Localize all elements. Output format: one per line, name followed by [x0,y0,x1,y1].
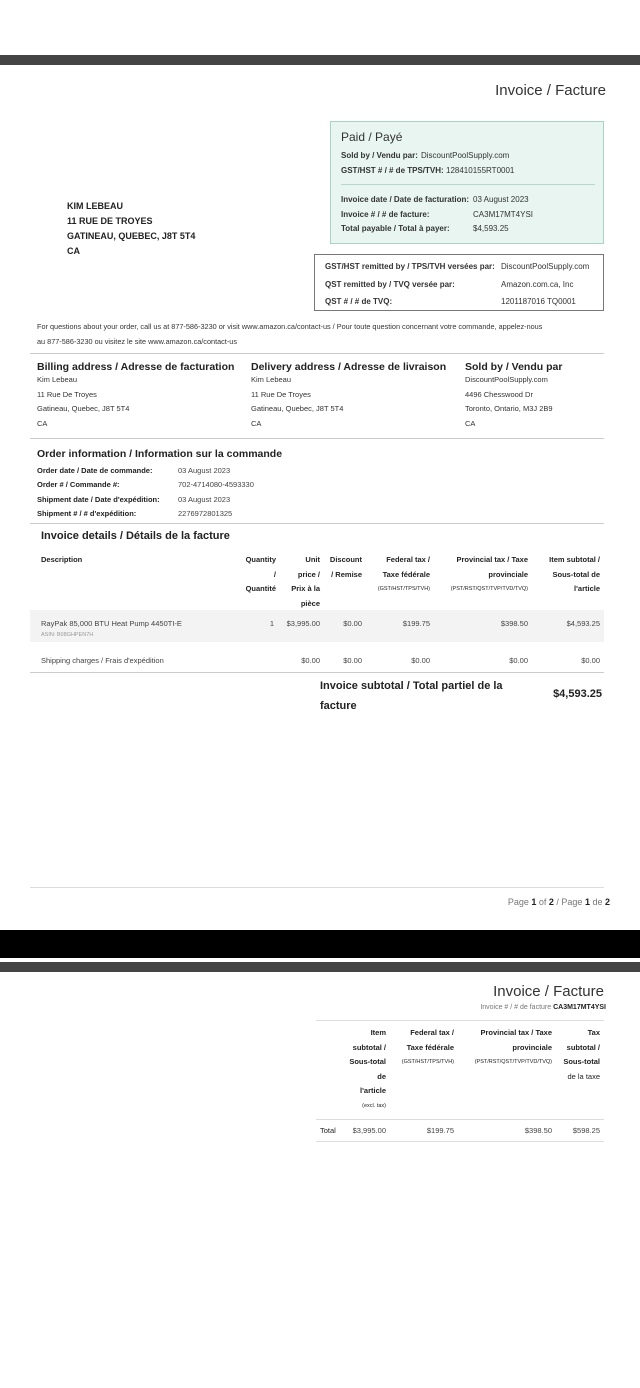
header-text: Sous-total [349,1057,386,1066]
billing-line: Gatineau, Quebec, J8T 5T4 [37,404,130,413]
header-text: Quantité [245,584,276,593]
header-text: Item [370,1028,386,1037]
header-text: Unit [305,555,320,564]
order-info-heading: Order information / Information sur la commande [37,448,283,460]
page-text: Page [507,897,532,907]
header-text: subtotal / [352,1042,386,1052]
billing-line: CA [37,418,48,428]
total-item-subtotal: $3,995.00 [352,1126,386,1135]
page-total: 2 [548,897,554,907]
sold-by-line: Toronto, Ontario, M3J 2B9 [465,404,553,413]
order-date-value: 03 August 2023 [178,466,231,475]
header-text: / Remise [331,569,362,579]
header-text: (GST/HST/TPS/TVH) [377,586,430,592]
invoice-date-label: Invoice date / Date de facturation: [341,195,470,204]
delivery-address-block [251,361,446,431]
summary-bottom-divider [316,1141,604,1142]
table-bottom-divider [30,672,604,673]
header-text: de [377,1071,386,1081]
invoice-date-value: 03 August 2023 [473,195,529,204]
invoice-title-page2: Invoice / Facture [493,983,604,1000]
summary-row-divider [316,1119,604,1120]
page-current: 1 [531,897,537,907]
gst-value: 128410155RT0001 [446,166,515,175]
subtotal-label-line: Invoice subtotal / Total partiel de la [320,680,503,692]
header-text: Sous-total de [552,569,600,579]
invoice-number-page2 [480,1004,606,1011]
shipping-federal-tax: $0.00 [411,656,430,665]
order-date-label: Order date / Date de commande: [37,466,153,475]
paid-summary-box [330,121,604,244]
item-quantity: 1 [269,619,274,628]
header-text: subtotal / [566,1042,600,1052]
billing-line: 11 Rue De Troyes [37,389,97,399]
total-payable-label: Total payable / Total à payer: [341,224,450,233]
delivery-line: Gatineau, Quebec, J8T 5T4 [251,404,344,413]
total-tax-subtotal: $598.25 [572,1126,600,1135]
header-text: price / [297,569,320,579]
section-divider [30,523,604,524]
customer-city: GATINEAU, QUEBEC, J8T 5T4 [67,231,196,241]
header-text: Taxe fédérale [382,569,430,579]
shipment-date-value: 03 August 2023 [178,494,231,504]
p2-header-tax-subtotal [552,1026,600,1084]
order-info-block [37,464,160,521]
tax-remittance-box [314,254,604,311]
header-text: provinciale [512,1042,552,1052]
total-federal-tax: $199.75 [426,1126,454,1135]
header-text: Item subtotal / [549,555,600,564]
paid-heading: Paid / Payé [341,130,403,144]
delivery-line: 11 Rue De Troyes [251,389,311,399]
header-text: (excl. tax) [362,1102,386,1109]
header-text: Federal tax / [410,1028,454,1037]
footer-divider [30,887,604,888]
total-row-label: Total [320,1126,336,1135]
subtotal-label-line: facture [320,700,357,712]
shipping-description: Shipping charges / Frais d'expédition [41,656,164,665]
invoice-page-2 [0,958,640,1388]
item-subtotal: $4,593.25 [566,619,600,628]
col-header-quantity [226,553,276,597]
invoice-subtotal-value: $4,593.25 [553,688,602,700]
invoice-number-label: Invoice # / # de facture [480,1004,552,1011]
invoice-details-heading: Invoice details / Détails de la facture [41,530,230,542]
invoice-number-value: CA3M17MT4YSI [553,1004,606,1011]
header-text: Provincial tax / Taxe [480,1028,552,1037]
page-total: 2 [604,897,610,907]
item-federal-tax: $199.75 [402,619,430,628]
header-text: Quantity [245,555,276,564]
item-provincial-tax: $398.50 [500,619,528,628]
shipping-discount: $0.00 [343,656,362,665]
sold-by-label: Sold by / Vendu par: [341,151,418,160]
shipping-subtotal: $0.00 [581,656,600,665]
invoice-title: Invoice / Facture [495,82,606,99]
p2-header-federal-tax [386,1026,454,1070]
customer-address-block [67,199,195,259]
total-payable-value: $4,593.25 [473,224,509,233]
page-divider-bar [0,962,640,972]
summary-top-divider [316,1020,604,1021]
shipment-number-value: 2276972801325 [178,508,233,518]
item-discount: $0.00 [343,619,362,628]
item-asin: ASIN: B08GHPEN7H [41,632,94,638]
section-divider [30,353,604,354]
shipment-date-label: Shipment date / Date d'expédition: [37,494,160,504]
header-text: / [273,569,276,579]
header-text: l'article [360,1086,386,1095]
gst-remit-label: GST/HST remitted by / TPS/TVH versées par: [325,262,495,271]
gst-label: GST/HST # / # de TPS/TVH: [341,166,444,175]
total-provincial-tax: $398.50 [524,1126,552,1135]
header-text: Sous-total [563,1057,600,1066]
customer-street: 11 RUE DE TROYES [67,216,153,226]
shipping-unit-price: $0.00 [301,656,320,665]
col-header-description: Description [41,555,83,564]
order-info-values [178,464,254,521]
customer-name: KIM LEBEAU [67,201,123,211]
col-header-federal-tax [362,553,430,597]
header-text: l'article [574,584,600,593]
billing-heading: Billing address / Adresse de facturation [37,361,235,373]
col-header-discount [320,553,362,582]
header-text: Taxe fédérale [406,1042,454,1052]
billing-address-block [37,361,234,431]
shipment-number-label: Shipment # / # d'expédition: [37,508,137,518]
delivery-heading: Delivery address / Adresse de livraison [251,361,447,373]
page-text: / Page [553,897,585,907]
qst-number-label: QST # / # de TVQ: [325,297,393,306]
delivery-line: CA [251,418,262,428]
sold-by-heading: Sold by / Vendu par [465,361,563,373]
header-text: Federal tax / [386,555,430,564]
header-text: Prix à la [291,584,320,593]
invoice-number-label: Invoice # / # de facture: [341,210,430,219]
billing-line: Kim Lebeau [37,375,78,384]
p2-header-item-subtotal [316,1026,386,1113]
paid-box-divider [341,184,595,185]
item-unit-price: $3,995.00 [286,619,320,628]
header-text: de la taxe [567,1071,600,1081]
delivery-line: Kim Lebeau [251,375,292,384]
order-number-value: 702-4714080-4593330 [178,480,254,490]
sold-by-line: CA [465,418,476,428]
page-divider-bar [0,55,640,65]
page-text: of [536,897,549,907]
header-text: (PST/RST/QST/TVP/TVD/TVQ) [450,586,528,592]
sold-by-value: DiscountPoolSupply.com [421,151,510,160]
sold-by-line: DiscountPoolSupply.com [465,375,548,384]
header-text: (PST/RST/QST/TVP/TVD/TVQ) [474,1059,552,1065]
shipping-provincial-tax: $0.00 [509,656,528,665]
qst-number-value: 1201187016 TQ0001 [501,297,576,306]
p2-header-provincial-tax [454,1026,552,1070]
order-number-label: Order # / Commande #: [37,480,120,490]
page-number [508,897,610,907]
invoice-number-value: CA3M17MT4YSI [473,210,534,219]
invoice-subtotal-label [320,676,503,716]
header-text: pièce [300,598,320,608]
gst-remit-value: DiscountPoolSupply.com [501,262,590,271]
page-text: de [589,897,605,907]
col-header-item-subtotal [528,553,600,597]
header-text: Discount [329,555,362,564]
header-text: Provincial tax / Taxe [456,555,528,564]
header-text: provinciale [488,569,528,579]
page-current: 1 [584,897,590,907]
section-divider [30,438,604,439]
item-description: RayPak 85,000 BTU Heat Pump 4450TI-E [41,619,182,628]
qst-remit-value: Amazon.com.ca, Inc [501,280,574,289]
questions-text-line2: au 877-586-3230 ou visitez le site www.amazon.ca/contact-us [37,337,237,346]
header-text: Tax [587,1028,600,1037]
sold-by-address-block [465,361,562,431]
header-text: (GST/HST/TPS/TVH) [401,1059,454,1065]
questions-text-line1: For questions about your order, call us at 877-586-3230 or visit www.amazon.ca/contact-us / Pour toute question concernant votre commande, appelez-nous [37,322,543,331]
sold-by-line: 4496 Chesswood Dr [465,389,533,399]
col-header-provincial-tax [430,553,528,597]
col-header-unit-price [276,553,320,611]
customer-country: CA [67,246,80,256]
qst-remit-label: QST remitted by / TVQ versée par: [325,280,455,289]
